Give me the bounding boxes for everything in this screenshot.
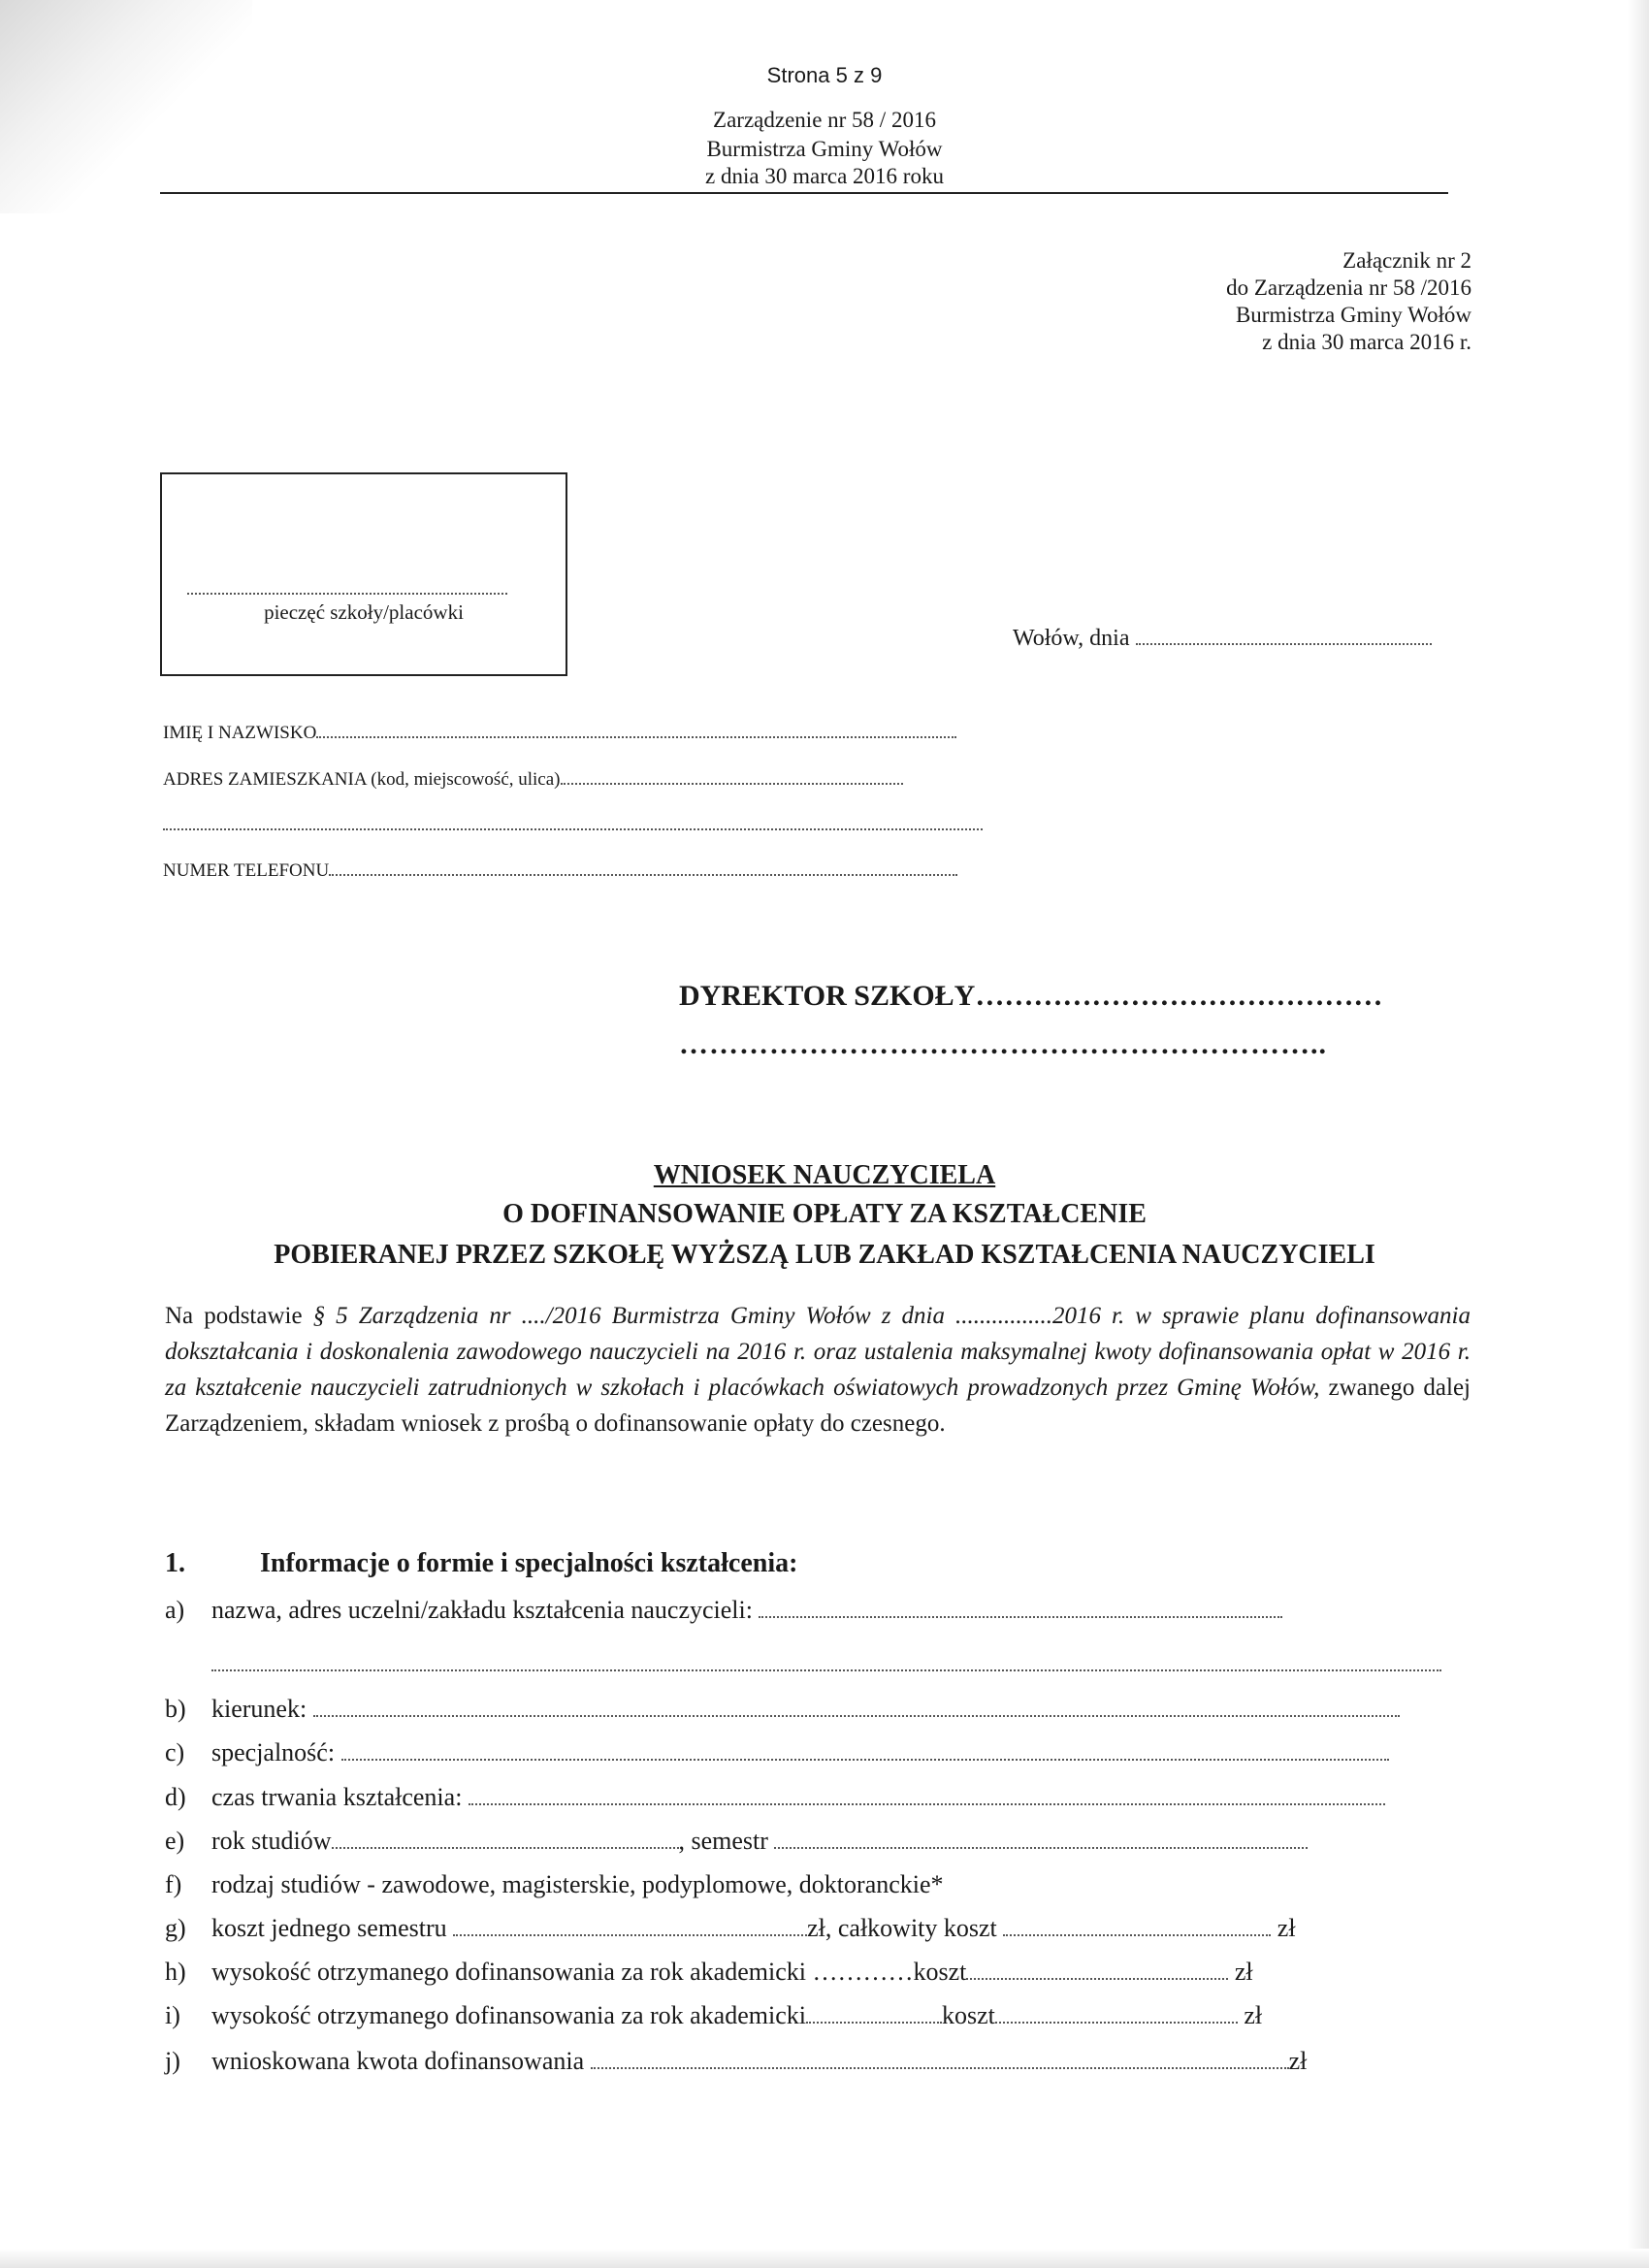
annex-date: z dnia 30 marca 2016 r. [1262, 330, 1471, 354]
item-label-2: zł, całkowity koszt [807, 1914, 997, 1942]
header-mayor: Burmistrza Gminy Wołów [706, 137, 943, 161]
name-row [163, 723, 956, 744]
item-label: wysokość otrzymanego dofinansowania za rok akademicki [211, 2001, 806, 2029]
stamp-dotted-line [187, 593, 507, 595]
currency-label: zł [1234, 1958, 1253, 1986]
name-label: IMIĘ I NAZWISKO [163, 723, 317, 743]
item-i [165, 2001, 1262, 2030]
address-field[interactable] [561, 782, 903, 785]
item-f [165, 1870, 944, 1899]
place-date [1013, 626, 1432, 652]
stamp-box[interactable] [160, 472, 567, 676]
item-e [165, 1827, 1308, 1856]
semester-cost-field[interactable] [453, 1933, 807, 1936]
scan-right-edge [1628, 0, 1649, 2268]
item-letter: e) [165, 1827, 185, 1855]
phone-row [163, 860, 957, 882]
item-letter: j) [165, 2047, 180, 2075]
item-letter: g) [165, 1914, 186, 1942]
form-title: WNIOSEK NAUCZYCIELA [653, 1160, 996, 1190]
item-label: rok studiów [211, 1827, 332, 1855]
director-line-2: ……………………………………………………….. [679, 1028, 1327, 1060]
stamp-label: pieczęć szkoły/placówki [264, 600, 464, 624]
item-b [165, 1695, 1400, 1724]
address-row [163, 769, 903, 791]
total-cost-field[interactable] [1003, 1933, 1271, 1936]
item-letter: f) [165, 1870, 182, 1898]
university-field-2[interactable] [211, 1669, 1441, 1671]
year-field[interactable] [332, 1846, 679, 1849]
intro-part-3: zwanego dalej Zarządzeniem, składam wniosek z prośbą o dofinansowanie opłaty do czesnego. [165, 1375, 1471, 1437]
item-h [165, 1958, 1253, 1987]
university-field[interactable] [759, 1615, 1282, 1618]
director-label: DYREKTOR SZKOŁY…………………………………… [679, 980, 1383, 1012]
academic-year-field[interactable] [806, 2021, 942, 2024]
intro-paragraph [165, 1298, 1471, 1442]
address-label: ADRES ZAMIESZKANIA (kod, miejscowość, ulica) [163, 769, 561, 790]
section-number: 1. [165, 1548, 185, 1578]
intro-part-1: Na podstawie [165, 1303, 313, 1329]
annex-mayor: Burmistrza Gminy Wołów [1235, 303, 1471, 327]
address-row-2 [163, 815, 983, 836]
duration-field[interactable] [469, 1802, 1385, 1805]
section-title: Informacje o formie i specjalności kształcenia: [260, 1548, 798, 1578]
item-letter: b) [165, 1695, 186, 1723]
item-label: rodzaj studiów - zawodowe, magisterskie, podyplomowe, doktoranckie* [211, 1870, 944, 1898]
item-letter: a) [165, 1596, 185, 1624]
item-label: nazwa, adres uczelni/zakładu kształcenia nauczycieli: [211, 1596, 753, 1624]
requested-amount-field[interactable] [591, 2066, 1289, 2069]
name-field[interactable] [316, 735, 956, 738]
annex-ordinance: do Zarządzenia nr 58 /2016 [1226, 275, 1471, 300]
annex-number: Załącznik nr 2 [1342, 248, 1471, 273]
received-funding-2-field[interactable] [995, 2021, 1238, 2024]
header-ordinance: Zarządzenie nr 58 / 2016 [713, 108, 936, 132]
address-field-2[interactable] [163, 827, 983, 830]
form-subtitle-2: POBIERANEJ PRZEZ SZKOŁĘ WYŻSZĄ LUB ZAKŁAD KSZTAŁCENIA NAUCZYCIELI [274, 1240, 1375, 1270]
item-label: kierunek: [211, 1695, 307, 1723]
item-g [165, 1914, 1296, 1943]
form-subtitle-1: O DOFINANSOWANIE OPŁATY ZA KSZTAŁCENIE [502, 1199, 1147, 1229]
item-label-2: , semestr [678, 1827, 768, 1855]
annex-block [1064, 247, 1471, 356]
item-a [165, 1596, 1282, 1625]
item-letter: d) [165, 1783, 186, 1811]
phone-field[interactable] [329, 873, 957, 876]
currency-label: zł [1288, 2047, 1308, 2075]
item-letter: h) [165, 1958, 186, 1986]
currency-label: zł [1277, 1914, 1296, 1942]
received-funding-field[interactable] [966, 1977, 1228, 1980]
item-letter: i) [165, 2001, 180, 2029]
semester-field[interactable] [774, 1846, 1308, 1849]
item-label: czas trwania kształcenia: [211, 1783, 463, 1811]
phone-label: NUMER TELEFONU [163, 860, 330, 881]
item-label-2: koszt [941, 2001, 995, 2029]
date-field[interactable] [1136, 642, 1432, 645]
header-rule [160, 192, 1448, 194]
item-label: wysokość otrzymanego dofinansowania za rok akademicki …………koszt [211, 1958, 967, 1986]
item-label: koszt jednego semestru [211, 1914, 447, 1942]
scan-bottom-edge [0, 2249, 1649, 2268]
header-date: z dnia 30 marca 2016 roku [705, 164, 944, 188]
place-date-label: Wołów, dnia [1013, 626, 1136, 651]
page-number: Strona 5 z 9 [766, 63, 883, 87]
field-of-study-field[interactable] [313, 1714, 1400, 1717]
item-j [165, 2047, 1307, 2076]
intro-legal-basis: § 5 Zarządzenia nr ..../2016 Burmistrza Gminy Wołów z dnia ................2016 r. w sprawie planu dofinansowania dokształcania i doskonalenia zawodowego nauczycieli na 2016 r. oraz ustalenia maksymalnej kwoty dofinansowania opłat w 2016 r. za kształcenie nauczycieli zatrudnionych w szkołach i placówkach oświatowych prowadzonych przez Gminę Wołów, [165, 1303, 1471, 1401]
item-d [165, 1783, 1385, 1812]
item-label: specjalność: [211, 1738, 336, 1766]
item-a-line-2 [211, 1649, 1441, 1678]
currency-label: zł [1244, 2001, 1263, 2029]
specialization-field[interactable] [341, 1758, 1389, 1761]
item-label: wnioskowana kwota dofinansowania [211, 2047, 585, 2075]
item-letter: c) [165, 1738, 185, 1766]
item-c [165, 1738, 1389, 1767]
